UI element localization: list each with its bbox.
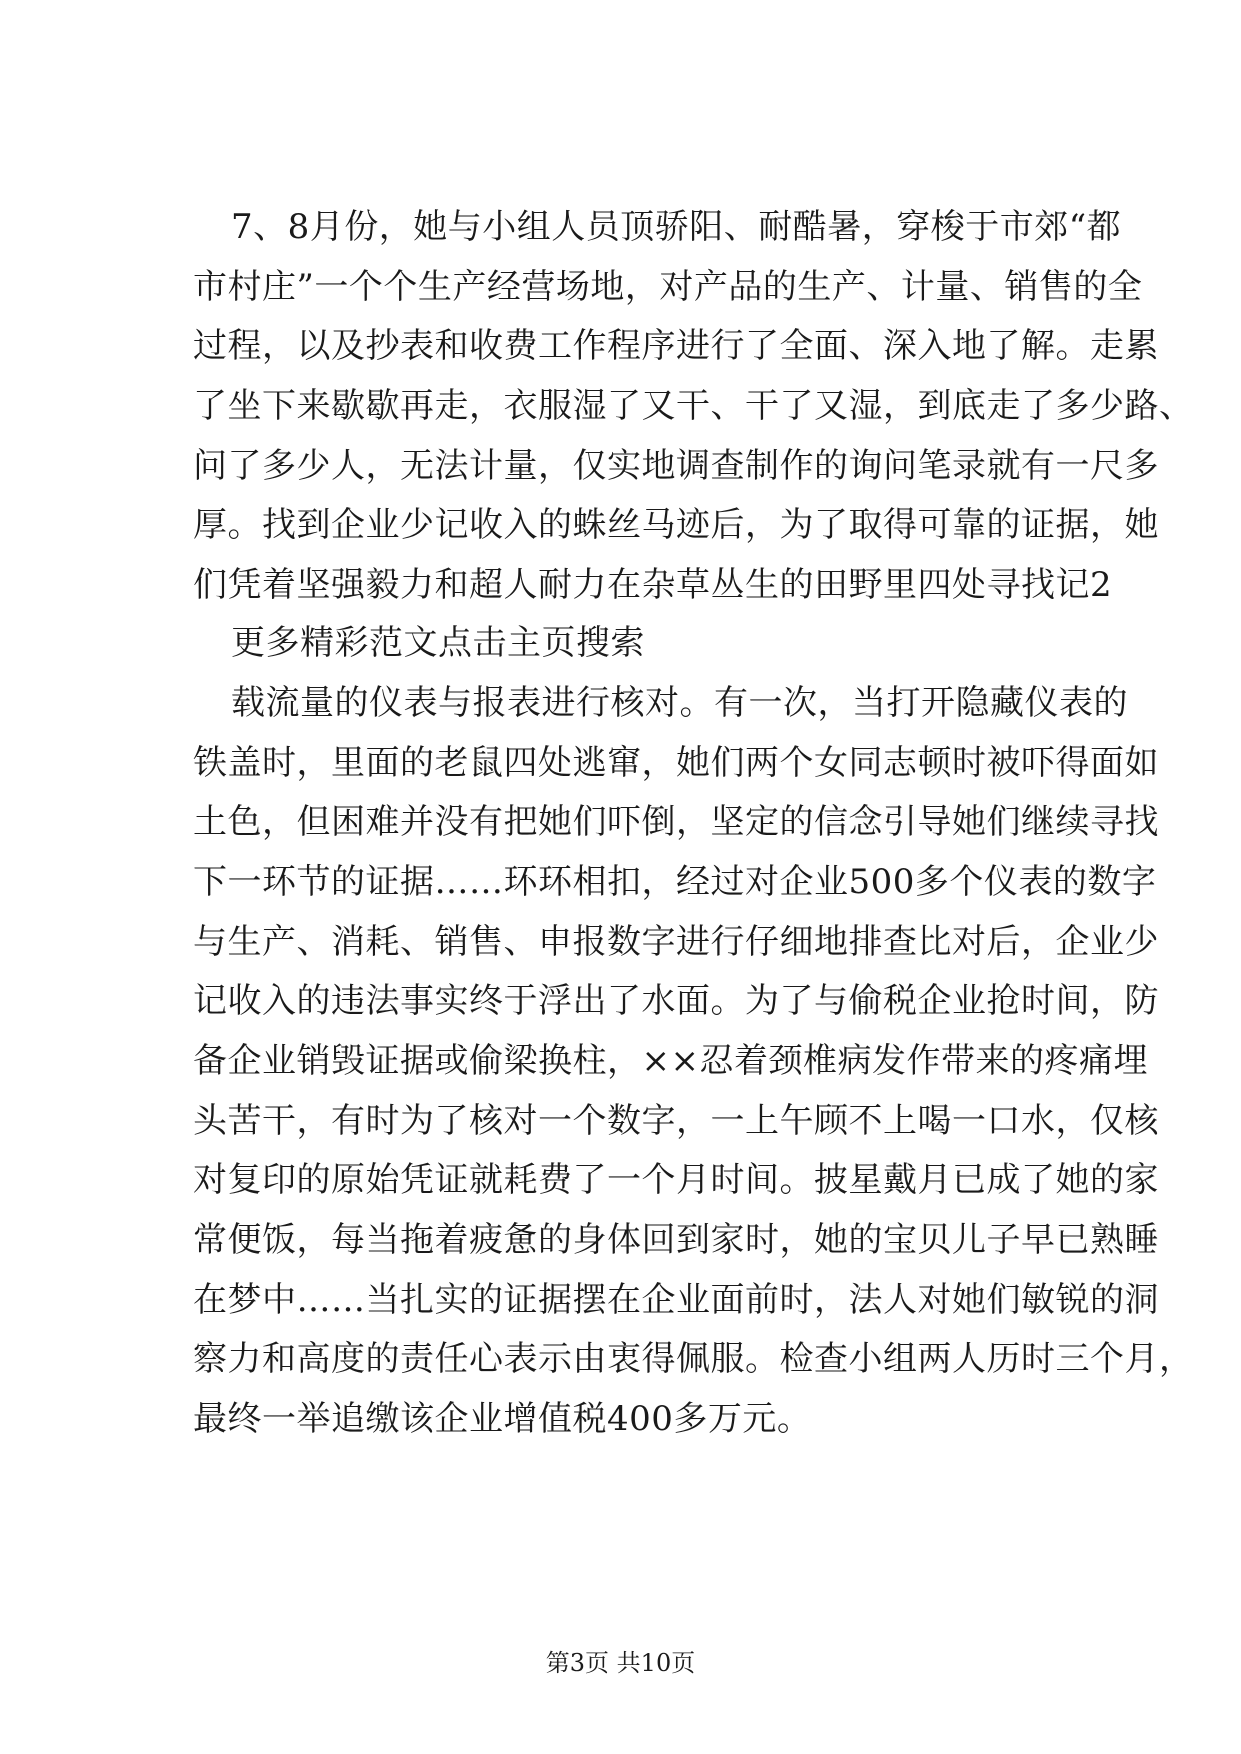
paragraph-line: 过程，以及抄表和收费工作程序进行了全面、深入地了解。走累 [193,326,1159,366]
paragraph-line: 常便饭，每当拖着疲惫的身体回到家时，她的宝贝儿子早已熟睡 [193,1220,1159,1260]
paragraph-line: 对复印的原始凭证就耗费了一个月时间。披星戴月已成了她的家 [193,1160,1159,1200]
paragraph-line: 了坐下来歇歇再走，衣服湿了又干、干了又湿，到底走了多少路、 [193,386,1194,426]
paragraph-line: 7、8月份，她与小组人员顶骄阳、耐酷暑，穿梭于市郊“都 [231,207,1122,247]
search-hint-text: 更多精彩范文点击主页搜索 [231,623,645,663]
paragraph-line: 市村庄”一个个生产经营场地，对产品的生产、计量、销售的全 [193,267,1143,307]
paragraph-line: 与生产、消耗、销售、申报数字进行仔细地排查比对后，企业少 [193,922,1159,962]
paragraph-line: 记收入的违法事实终于浮出了水面。为了与偷税企业抢时间，防 [193,981,1159,1021]
paragraph-line: 最终一举追缴该企业增值税400多万元。 [193,1399,812,1439]
page-number-footer: 第3页 共10页 [545,1649,696,1677]
paragraph-line: 在梦中……当扎实的证据摆在企业面前时，法人对她们敏锐的洞 [193,1280,1159,1320]
paragraph-line: 们凭着坚强毅力和超人耐力在杂草丛生的田野里四处寻找记2 [193,565,1113,605]
paragraph-line: 铁盖时，里面的老鼠四处逃窜，她们两个女同志顿时被吓得面如 [193,743,1159,783]
paragraph-line: 载流量的仪表与报表进行核对。有一次，当打开隐藏仪表的 [231,683,1128,723]
paragraph-line: 下一环节的证据……环环相扣，经过对企业500多个仪表的数字 [193,862,1157,902]
paragraph-line: 问了多少人，无法计量，仅实地调查制作的询问笔录就有一尺多 [193,446,1159,486]
paragraph-line: 土色，但困难并没有把她们吓倒，坚定的信念引导她们继续寻找 [193,802,1159,842]
paragraph-line: 察力和高度的责任心表示由衷得佩服。检查小组两人历时三个月， [193,1339,1194,1379]
paragraph-line: 厚。找到企业少记收入的蛛丝马迹后，为了取得可靠的证据，她 [193,505,1159,545]
paragraph-line: 备企业销毁证据或偷梁换柱，××忍着颈椎病发作带来的疼痛埋 [193,1041,1148,1081]
paragraph-line: 头苦干，有时为了核对一个数字，一上午顾不上喝一口水，仅核 [193,1101,1159,1141]
